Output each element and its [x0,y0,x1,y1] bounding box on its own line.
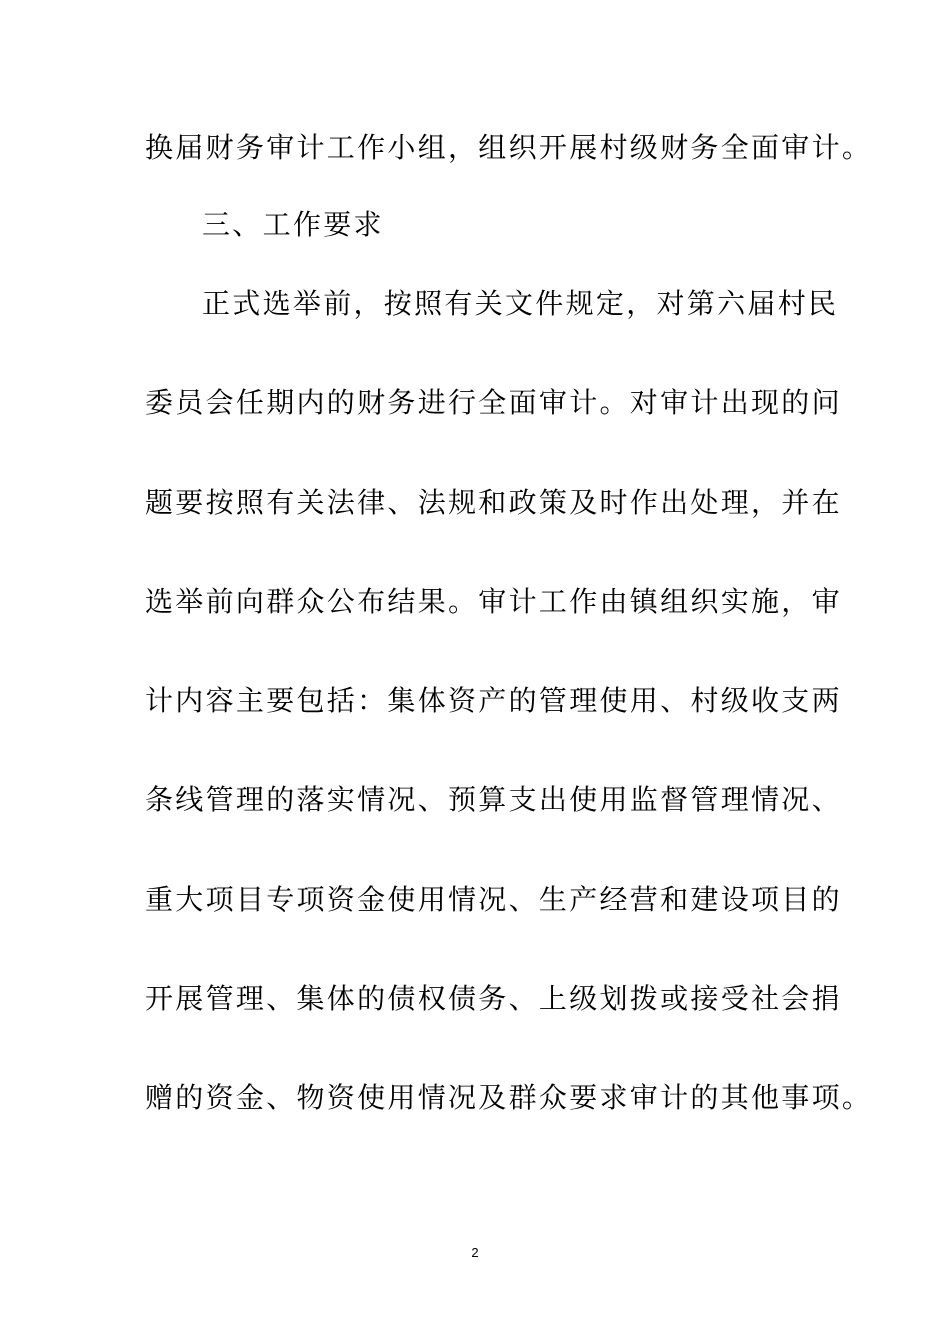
body-text-line: 换届财务审计工作小组，组织开展村级财务全面审计。 [145,131,873,164]
body-text-line: 计内容主要包括：集体资产的管理使用、村级收支两 [145,684,842,717]
body-text-line: 题要按照有关法律、法规和政策及时作出处理，并在 [145,486,842,519]
body-text-line: 条线管理的落实情况、预算支出使用监督管理情况、 [145,783,842,816]
section-heading: 三、工作要求 [202,208,384,241]
body-text-line: 赠的资金、物资使用情况及群众要求审计的其他事项。 [145,1081,873,1114]
body-text-line: 委员会任期内的财务进行全面审计。对审计出现的问 [145,386,842,419]
body-text-line: 正式选举前，按照有关文件规定，对第六届村民 [202,287,839,320]
body-text-line: 开展管理、集体的债权债务、上级划拨或接受社会捐 [145,982,842,1015]
page-number: 2 [471,1245,479,1260]
body-text-line: 选举前向群众公布结果。审计工作由镇组织实施，审 [145,585,842,618]
body-text-line: 重大项目专项资金使用情况、生产经营和建设项目的 [145,883,842,916]
